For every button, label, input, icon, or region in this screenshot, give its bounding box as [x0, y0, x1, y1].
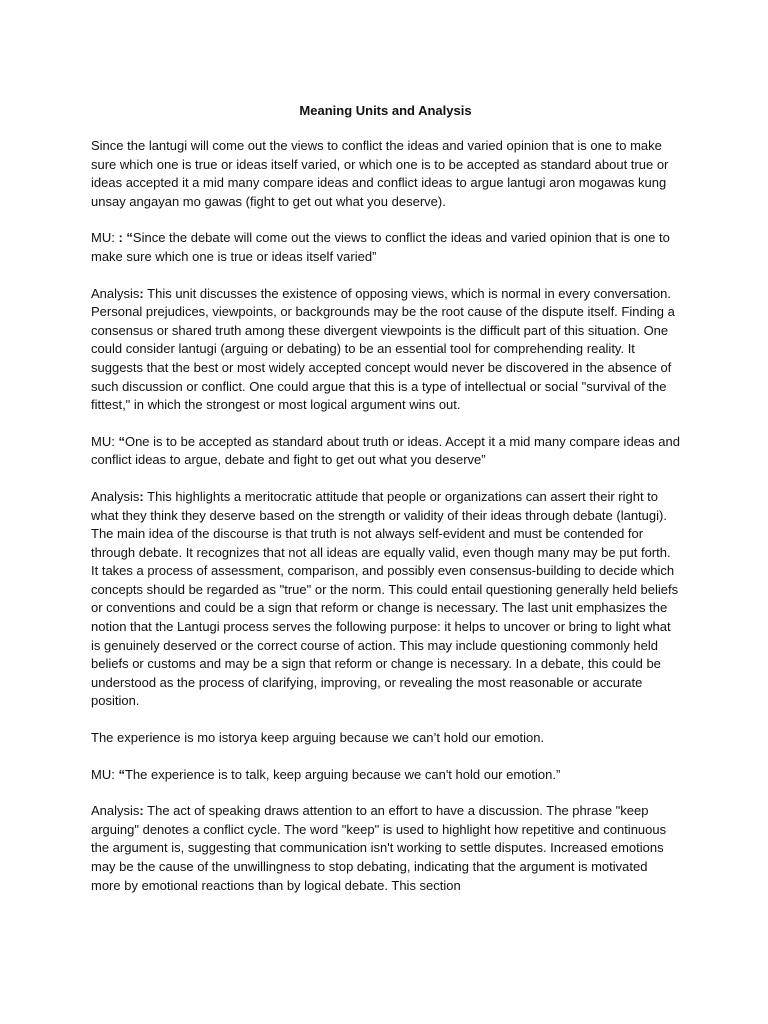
mu-text: The experience is to talk, keep arguing because we can't hold our emotion.” — [124, 766, 561, 782]
intro-paragraph: Since the lantugi will come out the views to conflict the ideas and varied opinion that is one to make sure which one is true or ideas itself varied, or which one is to be accepted as standard about true or ideas accepted it a mid many compare ideas and conflict ideas to argue lantugi aron mogawas kung unsay angayan mo gawas (fight to get out what you deserve). — [91, 138, 669, 209]
analysis-colon: : — [139, 285, 144, 301]
mu-label: MU: — [91, 433, 119, 449]
mu-marker: “ — [118, 766, 125, 782]
mu-label: MU: — [91, 766, 119, 782]
analysis-label: Analysis — [91, 803, 140, 819]
analysis-text: The act of speaking draws attention to an effort to have a discussion. The phrase "keep arguing" denotes a conflict cycle. The word "keep" is used to highlight how repetitive and continuous the argument is, suggesting that communication isn't working to settle disputes. Increased emotions may be the cause of the unwillingness to stop debating, indicating that the argument is motivated more by emotional reactions than by logical debate. This section — [91, 803, 667, 893]
mu-text: One is to be accepted as standard about truth or ideas. Accept it a mid many compare ideas and conflict ideas to argue, debate and fight to get out what you deserve” — [91, 433, 680, 468]
meaning-unit-2 — [91, 433, 680, 470]
analysis-text: This highlights a meritocratic attitude that people or organizations can assert their right to what they think they deserve based on the strength or validity of their ideas through debate (lantugi). The main idea of the discourse is that truth is not always self-evident and must be contended for through debate. It recognizes that not all ideas are equally valid, even though many may be put forth. It takes a process of assessment, comparison, and possibly even consensus-building to decide which concepts should be regarded as "true" or the norm. This could entail questioning generally held beliefs or conventions and could be a sign that reform or change is necessary. The last unit emphasizes the notion that the Lantugi process serves the following purpose: it helps to uncover or bring to light what is genuinely deserved or the correct course of action. This may include questioning commonly held beliefs or customs and may be a sign that reform or change is necessary. In a debate, this could be understood as the process of clarifying, improving, or revealing the most reasonable or accurate position. — [91, 488, 679, 709]
page-title: Meaning Units and Analysis — [299, 103, 472, 118]
analysis-paragraph-2 — [91, 488, 680, 711]
analysis-paragraph-3 — [91, 802, 680, 895]
analysis-paragraph-1 — [91, 285, 680, 415]
meaning-unit-1 — [91, 229, 680, 266]
mu-label: MU: — [91, 230, 119, 246]
meaning-unit-3 — [91, 766, 680, 785]
mu-marker: : “ — [118, 230, 133, 246]
analysis-label: Analysis — [91, 285, 140, 301]
analysis-label: Analysis — [91, 488, 140, 504]
mu-text: Since the debate will come out the views to conflict the ideas and varied opinion that is one to make sure which one is true or ideas itself varied” — [91, 230, 670, 264]
mu-marker: “ — [118, 433, 125, 449]
analysis-colon: : — [139, 803, 144, 819]
analysis-colon: : — [139, 488, 144, 504]
analysis-text: This unit discusses the existence of opposing views, which is normal in every conversation. Personal prejudices, viewpoints, or backgrounds may be the root cause of the dispute itself. Finding a consensus or shared truth among these divergent viewpoints is the difficult part of this situation. One could consider lantugi (arguing or debating) to be an essential tool for comprehending reality. It suggests that the best or most widely accepted concept would never be discovered in the absence of such discussion or conflict. One could argue that this is a type of intellectual or social "survival of the fittest," in which the strongest or most logical argument wins out. — [91, 285, 675, 413]
experience-paragraph: The experience is mo istorya keep arguing because we can’t hold our emotion. — [91, 730, 545, 746]
